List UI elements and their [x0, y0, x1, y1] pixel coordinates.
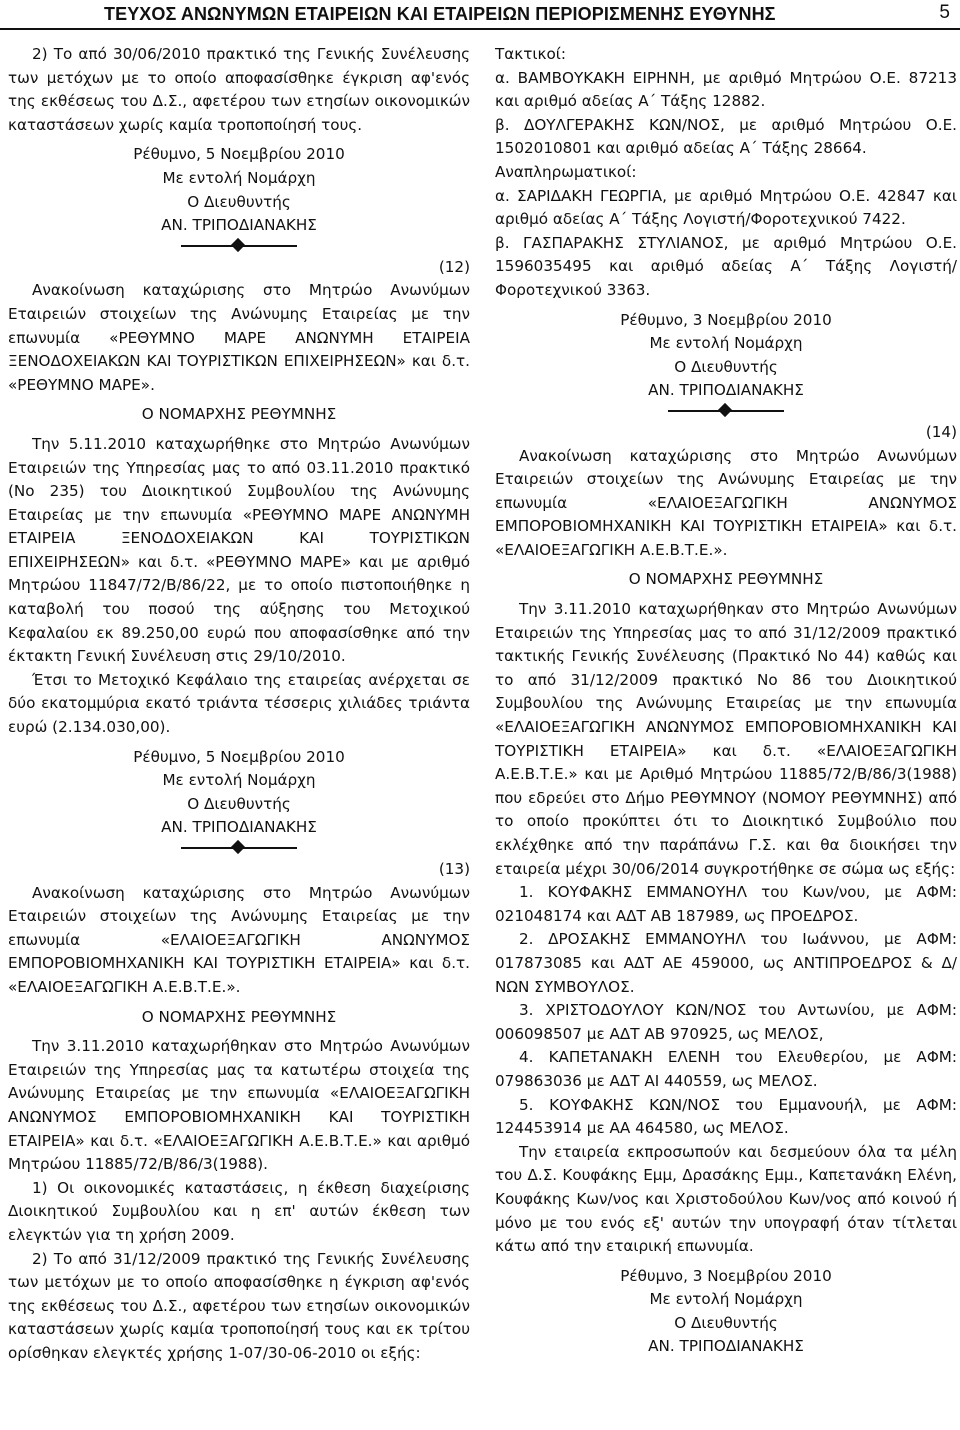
notice-title: Ανακοίνωση καταχώρισης στο Μητρώο Ανωνύμων Εταιρειών στοιχείων της Ανώνυμης Εταιρείας με την επωνυμία «ΡΕΘΥΜΝΟ ΜΑΡΕ ΑΝΩΝΥΜΗ ΕΤΑΙΡΕΙΑ ΞΕΝΟΔΟΧΕΙΑΚΩΝ ΚΑΙ ΤΟΥΡΙΣΤΙΚΩΝ ΕΠΙΧΕΙΡΗΣΕΩΝ» και δ.τ. «ΡΕΘΥΜΝΟ ΜΑΡΕ».: [8, 281, 470, 394]
signature-place-date: Ρέθυμνο, 3 Νοεμβρίου 2010: [620, 1266, 832, 1285]
notice-authority: Ο ΝΟΜΑΡΧΗΣ ΡΕΘΥΜΝΗΣ: [628, 570, 824, 589]
signature-order: Με εντολή Νομάρχη: [162, 771, 316, 790]
notice-number: (14): [925, 422, 957, 441]
notice-body: Την εταιρεία εκπροσωπούν και δεσμεύουν όλα τα μέλη του Δ.Σ. Κουφάκης Εμμ, Δρασάκης Εμμ., Καπετανάκη Ελένη, Κουφάκης Κων/νος και Χριστοδούλου Κων/νος από κοινού ή μόνο με του ενός εξ' αυτών την υπογραφή όταν τίτλεται κάτω από την εταιρική επωνυμία.: [495, 1142, 957, 1256]
auditors-regular-label: Τακτικοί:: [495, 45, 567, 63]
page-header: [0, 0, 960, 30]
notice-authority: Ο ΝΟΜΑΡΧΗΣ ΡΕΘΥΜΝΗΣ: [141, 405, 337, 424]
auditor-entry: β. ΓΑΣΠΑΡΑΚΗΣ ΣΤΥΛΙΑΝΟΣ, με αριθμό Μητρώου Ο.Ε. 1596035495 και αριθμό αδείας Α΄ Τάξης Λογιστή/Φοροτεχνικού 3363.: [495, 233, 957, 299]
signature-name: ΑΝ. ΤΡΙΠΟΔΙΑΝΑΚΗΣ: [648, 381, 804, 400]
board-member-item: 2. ΔΡΟΣΑΚΗΣ ΕΜΜΑΝΟΥΗΛ του Ιωάννου, με ΑΦΜ: 017873085 και ΑΔΤ ΑΕ 459000, ως ΑΝΤΙΠΡΟΕΔΡΟΣ & Δ/ΝΩΝ ΣΥΜΒΟΥΛΟΣ.: [495, 930, 957, 996]
divider-diamond-icon: [718, 403, 732, 417]
section-divider: [181, 240, 297, 252]
notice-body: Την 5.11.2010 καταχωρήθηκε στο Μητρώο Ανωνύμων Εταιρειών της Υπηρεσίας μας το από 03.11.2010 πρακτικό (Νο 235) του Διοικητικού Συμβουλίου της Ανώνυμης Εταιρείας με την επωνυμία «ΡΕΘΥΜΝΟ ΜΑΡΕ ΑΝΩΝΥΜΗ ΕΤΑΙΡΕΙΑ ΞΕΝΟΔΟΧΕΙΑΚΩΝ ΚΑΙ ΤΟΥΡΙΣΤΙΚΩΝ ΕΠΙΧΕΙΡΗΣΕΩΝ» και δ.τ. «ΡΕΘΥΜΝΟ ΜΑΡΕ» και με αριθμό Μητρώου 11847/72/Β/86/22, με το οποίο πιστοποιήθηκε η καταβολή του ποσού της αύξησης του Μετοχικού Κεφαλαίου εκ 89.250,00 ευρώ που αποφασίσθηκε από την έκτακτη Γενική Συνέλευση στις 29/10/2010.: [8, 434, 470, 666]
right-column: [495, 43, 957, 1359]
signature-order: Με εντολή Νομάρχη: [649, 334, 803, 353]
signature-order: Με εντολή Νομάρχη: [162, 168, 316, 187]
notice-body: Έτσι το Μετοχικό Κεφάλαιο της εταιρείας ανέρχεται σε δύο εκατομμύρια εκατό τριάντα τέσσερις χιλιάδες τριάντα ευρώ (2.134.030,00).: [8, 670, 470, 737]
notice-number: (12): [438, 257, 470, 276]
section-divider: [668, 405, 784, 417]
board-member-item: 3. ΧΡΙΣΤΟΔΟΥΛΟΥ ΚΩΝ/ΝΟΣ του Αντωνίου, με ΑΦΜ: 006098507 με ΑΔΤ ΑΒ 970925, ως ΜΕΛΟΣ,: [495, 1001, 957, 1043]
notice-body: 2) Το από 31/12/2009 πρακτικό της Γενικής Συνέλευσης των μετόχων με το οποίο αποφασίσθηκε η έγκριση αφ'ενός της εκθέσεως του Δ.Σ., αφετέρου των ετησίων οικονομικών καταστάσεων χωρίς καμία τροποποίησή τους και εκ τρίτου ορίσθηκαν ελεγκτές χρήσης 1-07/30-06-2010 οι εξής:: [8, 1249, 470, 1362]
signature-role: Ο Διευθυντής: [187, 794, 291, 813]
notice-title: Ανακοίνωση καταχώρισης στο Μητρώο Ανωνύμων Εταιρειών στοιχείων της Ανώνυμης Εταιρείας με την επωνυμία «ΕΛΑΙΟΕΞΑΓΩΓΙΚΗ ΑΝΩΝΥΜΟΣ ΕΜΠΟΡΟΒΙΟΜΗΧΑΝΙΚΗ ΚΑΙ ΤΟΥΡΙΣΤΙΚΗ ΕΤΑΙΡΕΙΑ» και δ.τ. «ΕΛΑΙΟΕΞΑΓΩΓΙΚΗ Α.Ε.Β.Τ.Ε.».: [495, 446, 957, 559]
auditor-entry: α. ΣΑΡΙΔΑΚΗ ΓΕΩΡΓΙΑ, με αριθμό Μητρώου Ο.Ε. 42847 και αριθμό αδείας Α΄ Τάξης Λογιστή/Φοροτεχνικού 7422.: [495, 186, 957, 229]
signature-place-date: Ρέθυμνο, 5 Νοεμβρίου 2010: [133, 145, 345, 164]
signature-role: Ο Διευθυντής: [674, 357, 778, 376]
signature-place-date: Ρέθυμνο, 3 Νοεμβρίου 2010: [620, 310, 832, 329]
auditor-entry: α. ΒΑΜΒΟΥΚΑΚΗ ΕΙΡΗΝΗ, με αριθμό Μητρώου Ο.Ε. 87213 και αριθμό αδείας Α΄ Τάξης 12882.: [495, 68, 957, 111]
left-column: [8, 43, 470, 1365]
divider-diamond-icon: [231, 238, 245, 252]
signature-role: Ο Διευθυντής: [674, 1313, 778, 1332]
auditors-alternate-label: Αναπληρωματικοί:: [495, 162, 637, 181]
intro-paragraph: 2) Το από 30/06/2010 πρακτικό της Γενικής Συνέλευσης των μετόχων με το οποίο αποφασίσθηκε έγκριση αφ'ενός της εκθέσεως του Δ.Σ., αφετέρου των ετησίων οικονομικών καταστάσεων χωρίς καμία τροποποίησή τους.: [8, 45, 470, 134]
board-member-item: 5. ΚΟΥΦΑΚΗΣ ΚΩΝ/ΝΟΣ του Εμμανουήλ, με ΑΦΜ: 124453914 με ΑΑ 464580, ως ΜΕΛΟΣ.: [495, 1095, 957, 1138]
signature-name: ΑΝ. ΤΡΙΠΟΔΙΑΝΑΚΗΣ: [161, 216, 317, 235]
notice-body: 1) Οι οικονομικές καταστάσεις, η έκθεση διαχείρισης Διοικητικού Συμβουλίου και η επ' αυτών έκθεση των ελεγκτών για τη χρήση 2009.: [8, 1178, 470, 1244]
notice-number: (13): [438, 860, 470, 878]
signature-role: Ο Διευθυντής: [187, 192, 291, 211]
page-number: 5: [939, 2, 950, 23]
notice-title: Ανακοίνωση καταχώρισης στο Μητρώο Ανωνύμων Εταιρειών στοιχείων της Ανώνυμης Εταιρείας με την επωνυμία «ΕΛΑΙΟΕΞΑΓΩΓΙΚΗ ΑΝΩΝΥΜΟΣ ΕΜΠΟΡΟΒΙΟΜΗΧΑΝΙΚΗ ΚΑΙ ΤΟΥΡΙΣΤΙΚΗ ΕΤΑΙΡΕΙΑ» και δ.τ. «ΕΛΑΙΟΕΞΑΓΩΓΙΚΗ Α.Ε.Β.Τ.Ε.».: [8, 883, 470, 996]
notice-body: Την 3.11.2010 καταχωρήθηκαν στο Μητρώο Ανωνύμων Εταιρειών της Υπηρεσίας μας τα κατωτέρω στοιχεία της Ανώνυμης Εταιρείας με την επωνυμία «ΕΛΑΙΟΕΞΑΓΩΓΙΚΗ ΑΝΩΝΥΜΟΣ ΕΜΠΟΡΟΒΙΟΜΗΧΑΝΙΚΗ ΚΑΙ ΤΟΥΡΙΣΤΙΚΗ ΕΤΑΙΡΕΙΑ» και δ.τ. «ΕΛΑΙΟΕΞΑΓΩΓΙΚΗ Α.Ε.Β.Τ.Ε.» και αριθμό Μητρώου 11885/72/Β/86/3(1988).: [8, 1037, 470, 1174]
divider-diamond-icon: [231, 840, 245, 854]
board-member-item: 4. ΚΑΠΕΤΑΝΑΚΗ ΕΛΕΝΗ του Ελευθερίου, με ΑΦΜ: 079863036 με ΑΔΤ ΑΙ 440559, ως ΜΕΛΟΣ.: [495, 1048, 957, 1090]
auditor-entry: β. ΔΟΥΛΓΕΡΑΚΗΣ ΚΩΝ/ΝΟΣ, με αριθμό Μητρώου Ο.Ε. 1502010801 και αριθμό αδείας Α΄ Τάξης 28664.: [495, 115, 957, 158]
journal-title: ΤΕΥΧΟΣ ΑΝΩΝΥΜΩΝ ΕΤΑΙΡΕΙΩΝ ΚΑΙ ΕΤΑΙΡΕΙΩΝ ΠΕΡΙΟΡΙΣΜΕΝΗΣ ΕΥΘΥΝΗΣ: [104, 4, 776, 24]
signature-order: Με εντολή Νομάρχη: [649, 1290, 803, 1309]
signature-place-date: Ρέθυμνο, 5 Νοεμβρίου 2010: [133, 747, 345, 766]
board-member-item: 1. ΚΟΥΦΑΚΗΣ ΕΜΜΑΝΟΥΗΛ του Κων/νου, με ΑΦΜ: 021048174 και ΑΔΤ ΑΒ 187989, ως ΠΡΟΕΔΡΟΣ.: [495, 883, 957, 925]
notice-authority: Ο ΝΟΜΑΡΧΗΣ ΡΕΘΥΜΝΗΣ: [141, 1007, 337, 1026]
notice-body: Την 3.11.2010 καταχωρήθηκαν στο Μητρώο Ανωνύμων Εταιρειών της Υπηρεσίας μας το από 31/12/2009 πρακτικό τακτικής Γενικής Συνέλευσης (Πρακτικό Νο 44) καθώς και το από 31/12/2009 πρακτικό Νο 86 του Διοικητικού Συμβουλίου της Ανώνυμης Εταιρείας με την επωνυμία «ΕΛΑΙΟΕΞΑΓΩΓΙΚΗ ΑΝΩΝΥΜΟΣ ΕΜΠΟΡΟΒΙΟΜΗΧΑΝΙΚΗ ΚΑΙ ΤΟΥΡΙΣΤΙΚΗ ΕΤΑΙΡΕΙΑ» και δ.τ. «ΕΛΑΙΟΕΞΑΓΩΓΙΚΗ Α.Ε.Β.Τ.Ε.» και με Αριθμό Μητρώου 11885/72/Β/86/3(1988) που εδρεύει στο Δήμο ΡΕΘΥΜΝΟΥ (ΝΟΜΟΥ ΡΕΘΥΜΝΗΣ) από το οποίο προκύπτει ότι το Διοικητικό Συμβούλιο που εκλέχθηκε από την παράπάνω Γ.Σ. και θα διοικήσει την εταιρεία μέχρι 30/06/2014 συγκροτήθηκε σε σώμα ως εξής:: [495, 600, 957, 878]
signature-name: ΑΝ. ΤΡΙΠΟΔΙΑΝΑΚΗΣ: [648, 1337, 804, 1356]
section-divider: [181, 842, 297, 854]
signature-name: ΑΝ. ΤΡΙΠΟΔΙΑΝΑΚΗΣ: [161, 818, 317, 837]
